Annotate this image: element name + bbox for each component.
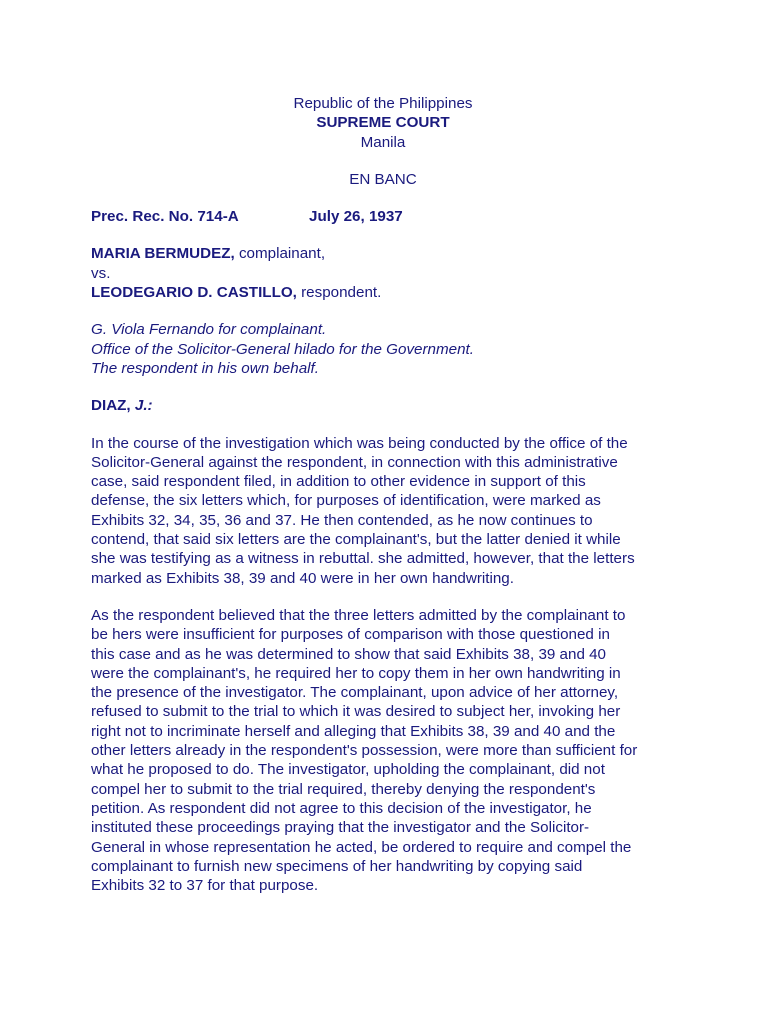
counsel-line: The respondent in his own behalf. [91, 359, 319, 377]
versus-line: vs. [91, 264, 111, 282]
paragraph-line: marked as Exhibits 38, 39 and 40 were in her own handwriting. [91, 569, 514, 587]
paragraph-line: were the complainant's, he required her to copy them in her own handwriting in [91, 664, 621, 682]
ponente-name: DIAZ, [91, 397, 135, 415]
document-page [91, 94, 691, 895]
paragraph-line: complainant to furnish new specimens of her handwriting by copying said [91, 857, 583, 875]
paragraph-1 [91, 434, 691, 588]
paragraph-line: this case and as he was determined to show that said Exhibits 38, 39 and 40 [91, 645, 607, 663]
respondent-role: respondent. [296, 284, 382, 302]
ponente-title: J.: [134, 397, 153, 415]
paragraph-line: In the course of the investigation which was being conducted by the office of the [91, 434, 628, 452]
paragraph-line: the presence of the investigator. The complainant, upon advice of her attorney, [91, 684, 619, 702]
complainant-role: complainant, [234, 245, 326, 263]
paragraph-line: Exhibits 32, 34, 35, 36 and 37. He then contended, as he now continues to [91, 511, 593, 529]
paragraph-line: right not to incriminate herself and alleging that Exhibits 38, 39 and 40 and the [91, 722, 616, 740]
paragraph-line: be hers were insufficient for purposes of comparison with those questioned in [91, 626, 610, 644]
counsel-block [91, 320, 691, 378]
paragraph-line: contend, that said six letters are the complainant's, but the latter denied it while [91, 531, 621, 549]
respondent-line [91, 283, 691, 302]
respondent-name: LEODEGARIO D. CASTILLO, [91, 284, 297, 302]
paragraph-2 [91, 606, 691, 895]
republic-heading: Republic of the Philippines [293, 95, 473, 112]
paragraph-line: other letters already in the respondent's possession, were more than sufficient for [91, 742, 638, 760]
division-heading: EN BANC [349, 170, 417, 188]
case-date: July 26, 1937 [309, 208, 403, 226]
case-number: Prec. Rec. No. 714-A [91, 208, 239, 226]
court-heading: SUPREME COURT [316, 114, 450, 132]
paragraph-line: what he proposed to do. The investigator, upholding the complainant, did not [91, 761, 605, 779]
paragraph-line: Solicitor-General against the respondent, in connection with this administrative [91, 453, 618, 471]
paragraph-line: General in whose representation he acted, be ordered to require and compel the [91, 838, 632, 856]
counsel-line: G. Viola Fernando for complainant. [91, 321, 327, 339]
paragraph-line: As the respondent believed that the three letters admitted by the complainant to [91, 606, 626, 624]
complainant-name: MARIA BERMUDEZ, [91, 245, 235, 263]
case-caption [91, 207, 691, 226]
city-heading: Manila [360, 133, 406, 151]
complainant-line [91, 244, 691, 263]
counsel-line: Office of the Solicitor-General hilado for the Government. [91, 340, 474, 358]
paragraph-line: defense, the six letters which, for purposes of identification, were marked as [91, 492, 601, 510]
parties-block [91, 244, 691, 302]
paragraph-line: Exhibits 32 to 37 for that purpose. [91, 877, 319, 895]
paragraph-line: refused to submit to the trial to which it was desired to subject her, invoking her [91, 703, 621, 721]
paragraph-line: case, said respondent filed, in addition to other evidence in support of this [91, 473, 586, 491]
paragraph-line: compel her to submit to the trial required, thereby denying the respondent's [91, 780, 596, 798]
paragraph-line: instituted these proceedings praying that the investigator and the Solicitor- [91, 819, 590, 837]
paragraph-line: petition. As respondent did not agree to this decision of the investigator, he [91, 799, 592, 817]
ponente-line [91, 396, 691, 415]
paragraph-line: she was testifying as a witness in rebuttal. she admitted, however, that the letters [91, 550, 635, 568]
